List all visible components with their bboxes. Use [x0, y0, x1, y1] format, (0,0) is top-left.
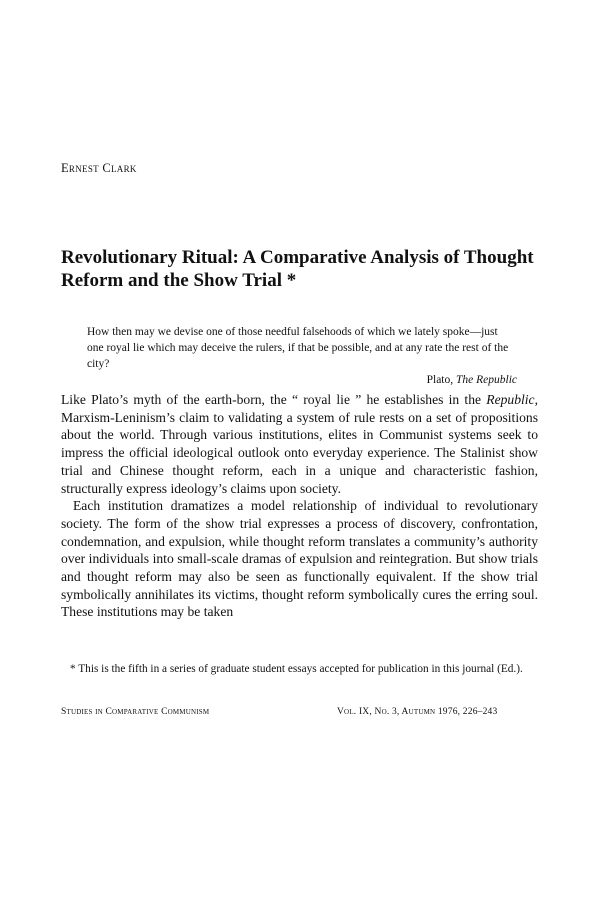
article-title: Revolutionary Ritual: A Comparative Analysis of Thought Reform and the Show Trial * — [61, 247, 534, 291]
paragraph-1 — [61, 391, 538, 497]
footnote: * This is the fifth in a series of graduate student essays accepted for publication in this journal (Ed.). — [70, 663, 523, 675]
epigraph-work: The Republic — [456, 374, 517, 386]
epigraph-attribution — [87, 372, 517, 388]
journal-citation: Vol. IX, No. 3, Autumn 1976, 226–243 — [337, 707, 498, 717]
paragraph-1-start: Like Plato’s myth of the earth-born, the “ royal lie ” he establishes in the — [61, 392, 487, 407]
epigraph — [87, 324, 517, 388]
paragraph-1-italic: Republic — [486, 392, 535, 407]
paragraph-2: Each institution dramatizes a model relationship of individual to revolutionary society. The form of the show trial expresses a process of discovery, confrontation, condemnation, and expulsion, while thought reform translates a community’s authority over individuals into small-scale dramas of expulsion and reintegration. But show trials and thought reform may also be seen as functionally equivalent. If the show trial symbolically annihilates its victims, thought reform symbolically cures the erring soul. These institutions may be taken — [61, 498, 538, 620]
journal-name: Studies in Comparative Communism — [61, 707, 210, 717]
body-text — [61, 391, 538, 621]
paragraph-1-end: , Marxism-Leninism’s claim to validating a system of rule rests on a set of propositions about the world. Through various institutions, elites in Communist systems seek to impress the official ideological outlook onto everyday experience. The Stalinist show trial and Chinese thought reform, each in a unique and characteristic fashion, structurally express ideology’s claims upon society. — [61, 392, 538, 496]
author-name: Ernest Clark — [61, 161, 137, 175]
epigraph-quote: How then may we devise one of those needful falsehoods of which we lately spoke—just one royal lie which may deceive the rulers, if that be possible, and at any rate the rest of the city? — [87, 326, 509, 370]
epigraph-author: Plato, — [426, 374, 454, 386]
